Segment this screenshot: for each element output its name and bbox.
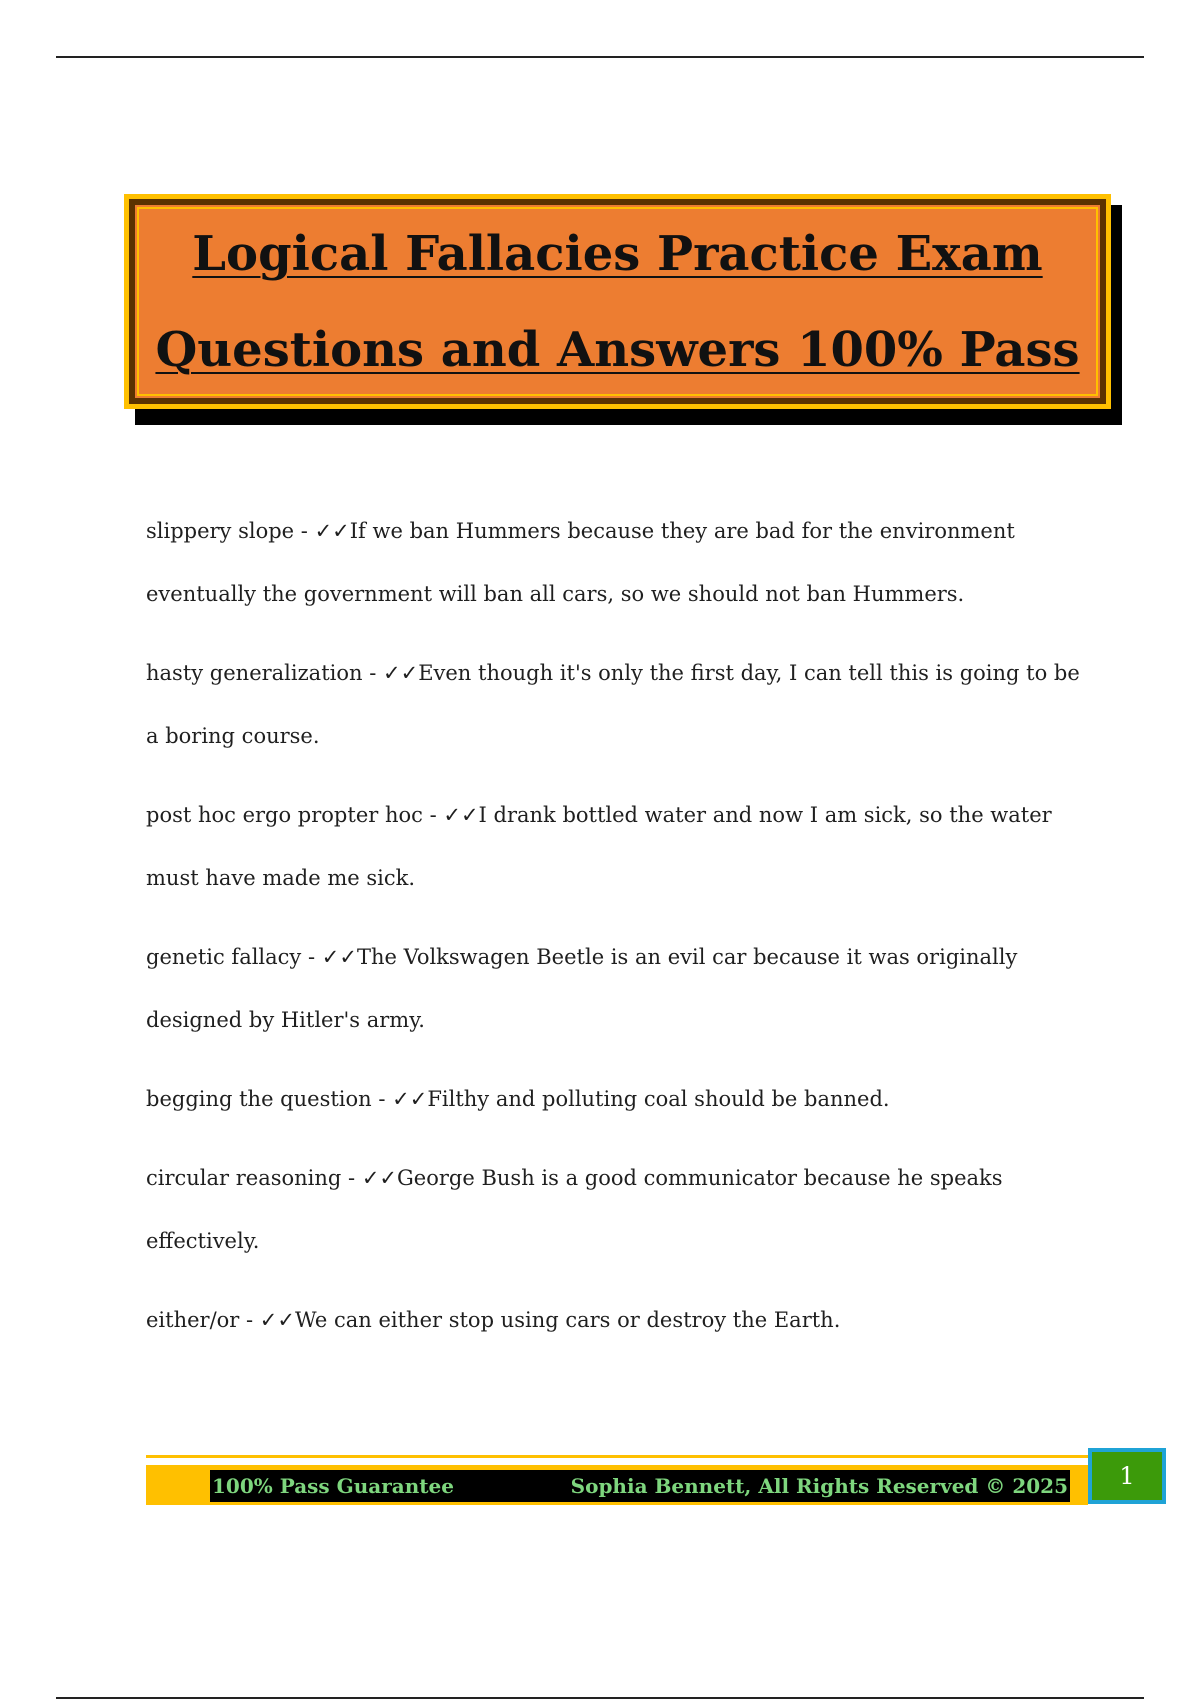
bottom-rule [56, 1697, 1144, 1699]
title-line-2: Questions and Answers 100% Pass [155, 321, 1080, 378]
qa-answer: Even though it's only the first day, I can tell this is going to be a boring course. [146, 661, 1080, 748]
check-icon: ✓✓ [443, 803, 479, 827]
check-icon: ✓✓ [321, 945, 357, 969]
check-icon: ✓✓ [392, 1087, 428, 1111]
qa-item [146, 784, 1086, 910]
qa-answer: If we ban Hummers because they are bad for the environment eventually the government will ban all cars, so we should not ban Hummers. [146, 519, 1015, 606]
page-number-box [1088, 1448, 1166, 1504]
qa-term: either/or [146, 1308, 240, 1332]
qa-term: post hoc ergo propter hoc [146, 803, 423, 827]
qa-item [146, 926, 1086, 1052]
qa-separator: - [239, 1308, 260, 1332]
qa-answer: Filthy and polluting coal should be banned. [427, 1087, 890, 1111]
qa-item [146, 500, 1086, 626]
qa-term: circular reasoning [146, 1166, 342, 1190]
qa-answer: We can either stop using cars or destroy the Earth. [295, 1308, 841, 1332]
qa-separator: - [294, 519, 315, 543]
qa-answer: The Volkswagen Beetle is an evil car because it was originally designed by Hitler's army. [146, 945, 1018, 1032]
qa-item [146, 1068, 1086, 1131]
qa-separator: - [301, 945, 322, 969]
title-banner [124, 194, 1111, 409]
qa-list [146, 500, 1086, 1368]
qa-term: hasty generalization [146, 661, 363, 685]
qa-separator: - [341, 1166, 362, 1190]
footer-rule [146, 1455, 1088, 1458]
qa-separator: - [362, 661, 383, 685]
check-icon: ✓✓ [259, 1308, 295, 1332]
qa-answer: George Bush is a good communicator because he speaks effectively. [146, 1166, 1003, 1253]
qa-item [146, 642, 1086, 768]
title-line-1: Logical Fallacies Practice Exam [192, 225, 1043, 282]
check-icon: ✓✓ [382, 661, 419, 685]
qa-separator: - [422, 803, 444, 827]
qa-item [146, 1147, 1086, 1273]
footer-guarantee-text: 100% Pass Guarantee [212, 1474, 454, 1498]
page-number: 1 [1119, 1462, 1135, 1490]
qa-item [146, 1289, 1086, 1352]
qa-term: begging the question [146, 1087, 372, 1111]
qa-separator: - [371, 1087, 393, 1111]
check-icon: ✓✓ [361, 1166, 398, 1190]
footer-copyright-text: Sophia Bennett, All Rights Reserved © 2025 [570, 1474, 1068, 1498]
footer-label-strip [210, 1470, 1070, 1502]
qa-answer: I drank bottled water and now I am sick, so the water must have made me sick. [146, 803, 1052, 890]
qa-term: genetic fallacy [146, 945, 302, 969]
qa-term: slippery slope [146, 519, 295, 543]
check-icon: ✓✓ [314, 519, 350, 543]
top-rule [56, 56, 1144, 58]
